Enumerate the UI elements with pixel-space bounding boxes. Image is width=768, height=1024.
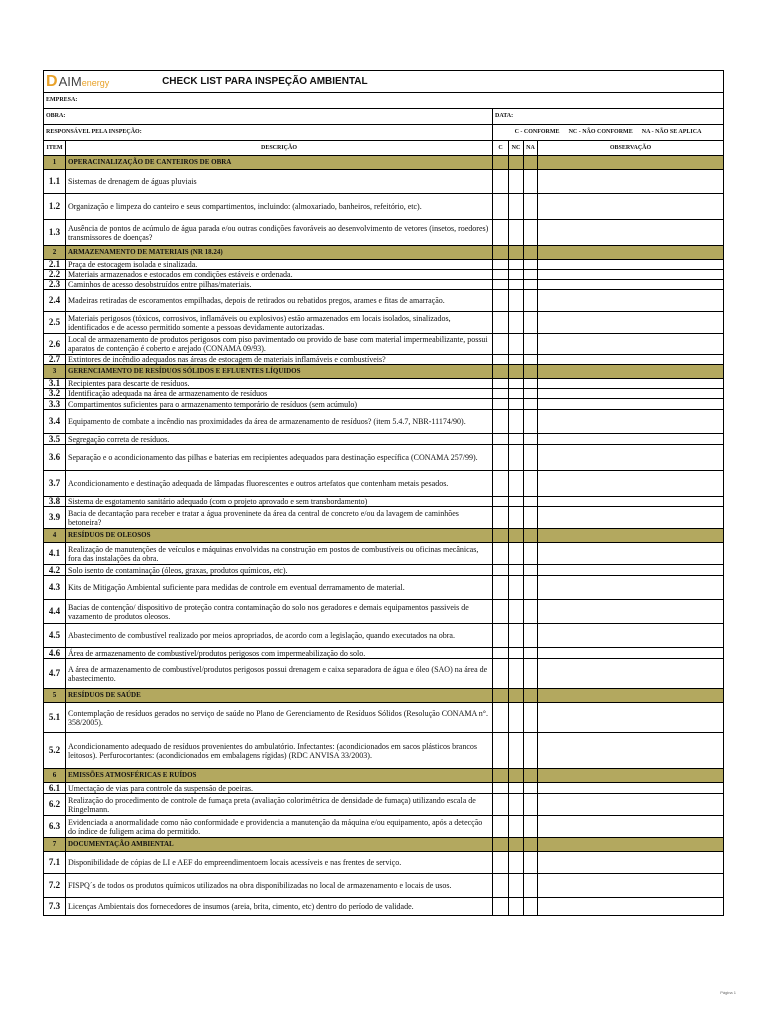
section-row xyxy=(44,246,724,260)
check-na[interactable] xyxy=(524,898,538,916)
item-description: Compartimentos suficientes para o armazenamento temporário de resíduos (sem acúmulo) xyxy=(66,399,493,410)
check-c[interactable] xyxy=(493,260,509,270)
checklist-row xyxy=(44,471,724,497)
col-descricao: DESCRIÇÃO xyxy=(66,141,493,156)
check-nc[interactable] xyxy=(509,600,524,624)
item-description: Abastecimento de combustível realizado por meios apropriados, de acordo com a legislação, quando executados na obra. xyxy=(66,624,493,648)
check-nc[interactable] xyxy=(509,220,524,246)
check-c[interactable] xyxy=(493,624,509,648)
item-number: 2.7 xyxy=(44,355,66,365)
observation-cell[interactable] xyxy=(538,624,724,648)
section-row xyxy=(44,838,724,852)
responsavel-field[interactable]: RESPONSÁVEL PELA INSPEÇÃO: xyxy=(44,125,493,141)
item-number: 4.2 xyxy=(44,565,66,576)
section-number: 2 xyxy=(44,246,66,260)
check-c[interactable] xyxy=(493,648,509,659)
check-nc[interactable] xyxy=(509,733,524,769)
item-description: Umectação de vias para controle da suspensão de poeiras. xyxy=(66,783,493,794)
check-nc[interactable] xyxy=(509,280,524,290)
check-c[interactable] xyxy=(493,565,509,576)
check-nc[interactable] xyxy=(509,260,524,270)
observation-cell[interactable] xyxy=(538,543,724,565)
section-title: EMISSÕES ATMOSFÉRICAS E RUÍDOS xyxy=(66,769,493,783)
checklist-row xyxy=(44,260,724,270)
logo-mark: D xyxy=(46,72,58,90)
item-description: Área de armazenamento de combustível/produtos perigosos com impermeabilização do solo. xyxy=(66,648,493,659)
observation-cell[interactable] xyxy=(538,270,724,280)
legend-na: NA - NÃO SE APLICA xyxy=(641,129,702,135)
item-number: 3.9 xyxy=(44,507,66,529)
item-description: Realização de manutenções de veículos e máquinas envolvidas na construção em postos de combustíveis ou oficinas mecânicas, fora das instalações da obra. xyxy=(66,543,493,565)
check-na[interactable] xyxy=(524,733,538,769)
check-na[interactable] xyxy=(524,260,538,270)
company-logo xyxy=(46,71,109,92)
check-na[interactable] xyxy=(524,703,538,733)
item-number: 2.5 xyxy=(44,312,66,334)
checklist-row xyxy=(44,600,724,624)
item-description: Licenças Ambientais dos fornecedores de insumos (areia, brita, cimento, etc) dentro do período de validade. xyxy=(66,898,493,916)
checklist-row xyxy=(44,794,724,816)
check-c[interactable] xyxy=(493,270,509,280)
check-c[interactable] xyxy=(493,898,509,916)
observation-cell[interactable] xyxy=(538,220,724,246)
observation-cell[interactable] xyxy=(538,389,724,399)
item-number: 3.5 xyxy=(44,434,66,445)
checklist-row xyxy=(44,220,724,246)
section-row xyxy=(44,769,724,783)
empresa-field[interactable]: EMPRESA: xyxy=(44,93,724,109)
check-na[interactable] xyxy=(524,194,538,220)
observation-cell[interactable] xyxy=(538,852,724,874)
observation-cell[interactable] xyxy=(538,898,724,916)
check-nc[interactable] xyxy=(509,334,524,355)
checklist-row xyxy=(44,379,724,389)
check-c[interactable] xyxy=(493,497,509,507)
col-na: NA xyxy=(524,141,538,156)
item-description: Ausência de pontos de acúmulo de água parada e/ou outras condições favoráveis ao desenvolvimento de vetores (insetos, roedores) transmissores de doenças? xyxy=(66,220,493,246)
item-description: Acondicionamento adequado de resíduos provenientes do ambulatório. Infectantes: (acondicionados em sacos plásticos brancos leitosos). Perfurocortantes: (acondicionados em embalagens rígidas) (RDC ANVISA 33/2003). xyxy=(66,733,493,769)
item-description: Acondicionamento e destinação adequada de lâmpadas fluorescentes e outros artefatos que contenham metais pesados. xyxy=(66,471,493,497)
item-number: 4.7 xyxy=(44,659,66,689)
item-description: Equipamento de combate a incêndio nas proximidades da área de armazenamento de resíduos? (item 5.4.7, NBR-11174/90). xyxy=(66,410,493,434)
checklist-row xyxy=(44,170,724,194)
check-nc[interactable] xyxy=(509,576,524,600)
item-number: 2.6 xyxy=(44,334,66,355)
check-nc[interactable] xyxy=(509,659,524,689)
logo-cell xyxy=(44,71,493,93)
section-row xyxy=(44,365,724,379)
checklist-row xyxy=(44,410,724,434)
item-description: Praça de estocagem isolada e sinalizada. xyxy=(66,260,493,270)
logo-aim: AIM xyxy=(58,74,82,89)
check-c[interactable] xyxy=(493,816,509,838)
observation-cell[interactable] xyxy=(538,733,724,769)
item-number: 3.7 xyxy=(44,471,66,497)
check-nc[interactable] xyxy=(509,379,524,389)
check-nc[interactable] xyxy=(509,312,524,334)
item-description: Organização e limpeza do canteiro e seus compartimentos, incluindo: (almoxariado, banheiros, refeitório, etc). xyxy=(66,194,493,220)
check-nc[interactable] xyxy=(509,794,524,816)
item-number: 6.2 xyxy=(44,794,66,816)
check-na[interactable] xyxy=(524,565,538,576)
check-na[interactable] xyxy=(524,389,538,399)
observation-cell[interactable] xyxy=(538,170,724,194)
item-number: 4.1 xyxy=(44,543,66,565)
legend xyxy=(493,125,724,141)
item-description: Madeiras retiradas de escoramentos empilhadas, depois de retirados ou rebatidos pregos, arames e fitas de amarração. xyxy=(66,290,493,312)
data-field[interactable]: DATA: xyxy=(493,109,724,125)
check-nc[interactable] xyxy=(509,471,524,497)
check-na[interactable] xyxy=(524,816,538,838)
check-nc[interactable] xyxy=(509,703,524,733)
check-c[interactable] xyxy=(493,874,509,898)
check-nc[interactable] xyxy=(509,399,524,410)
observation-cell[interactable] xyxy=(538,410,724,434)
check-c[interactable] xyxy=(493,576,509,600)
item-description: Extintores de incêndio adequados nas áreas de estocagem de materiais inflamáveis e combustíveis? xyxy=(66,355,493,365)
checklist-row xyxy=(44,783,724,794)
item-number: 6.3 xyxy=(44,816,66,838)
checklist-row xyxy=(44,898,724,916)
check-nc[interactable] xyxy=(509,389,524,399)
item-description: Realização do procedimento de controle de fumaça preta (avaliação colorimétrica de densidade de fumaça) utilizando escala de Ringelmann. xyxy=(66,794,493,816)
observation-cell[interactable] xyxy=(538,497,724,507)
checklist-table xyxy=(43,70,724,916)
section-title: RESÍDUOS DE OLEOSOS xyxy=(66,529,493,543)
item-number: 7.3 xyxy=(44,898,66,916)
check-na[interactable] xyxy=(524,794,538,816)
check-na[interactable] xyxy=(524,280,538,290)
check-c[interactable] xyxy=(493,659,509,689)
check-nc[interactable] xyxy=(509,852,524,874)
item-number: 5.2 xyxy=(44,733,66,769)
check-c[interactable] xyxy=(493,290,509,312)
item-number: 3.2 xyxy=(44,389,66,399)
check-nc[interactable] xyxy=(509,898,524,916)
section-title: RESÍDUOS DE SAÚDE xyxy=(66,689,493,703)
check-na[interactable] xyxy=(524,355,538,365)
item-description: Disponibilidade de cópias de LI e AEF do empreendimentoem locais acessíveis e nas frentes de serviço. xyxy=(66,852,493,874)
check-na[interactable] xyxy=(524,600,538,624)
observation-cell[interactable] xyxy=(538,874,724,898)
checklist-row xyxy=(44,399,724,410)
item-description: Segregação correta de resíduos. xyxy=(66,434,493,445)
check-nc[interactable] xyxy=(509,170,524,194)
check-nc[interactable] xyxy=(509,270,524,280)
observation-cell[interactable] xyxy=(538,334,724,355)
check-nc[interactable] xyxy=(509,507,524,529)
checklist-row xyxy=(44,290,724,312)
checklist-row xyxy=(44,703,724,733)
check-na[interactable] xyxy=(524,507,538,529)
check-na[interactable] xyxy=(524,399,538,410)
checklist-row xyxy=(44,874,724,898)
section-title: OPERACINALIZAÇÃO DE CANTEIROS DE OBRA xyxy=(66,156,493,170)
check-c[interactable] xyxy=(493,794,509,816)
section-title: ARMAZENAMENTO DE MATERIAIS (NR 18.24) xyxy=(66,246,493,260)
check-c[interactable] xyxy=(493,471,509,497)
item-description: Contemplação de resíduos gerados no serviço de saúde no Plano de Gerenciamento de Resíduos Sólidos (Resolução CONAMA n°. 358/2005). xyxy=(66,703,493,733)
check-c[interactable] xyxy=(493,194,509,220)
checklist-row xyxy=(44,280,724,290)
col-c: C xyxy=(493,141,509,156)
check-c[interactable] xyxy=(493,312,509,334)
checklist-row xyxy=(44,624,724,648)
section-number: 3 xyxy=(44,365,66,379)
observation-cell[interactable] xyxy=(538,783,724,794)
item-description: Materiais perigosos (tóxicos, corrosivos, inflamáveis ou explosivos) estão armazenados em locais isolados, sinalizados, identificados e de acesso permitido somente a pessoas devidamente autorizadas. xyxy=(66,312,493,334)
section-title: GERENCIAMENTO DE RESÍDUOS SÓLIDOS E EFLUENTES LÍQUIDOS xyxy=(66,365,493,379)
check-c[interactable] xyxy=(493,220,509,246)
check-nc[interactable] xyxy=(509,410,524,434)
checklist-row xyxy=(44,659,724,689)
col-nc: NC xyxy=(509,141,524,156)
checklist-row xyxy=(44,194,724,220)
observation-cell[interactable] xyxy=(538,659,724,689)
check-na[interactable] xyxy=(524,410,538,434)
check-nc[interactable] xyxy=(509,434,524,445)
item-description: Solo isento de contaminação (óleos, graxas, produtos químicos, etc). xyxy=(66,565,493,576)
col-item: ITEM xyxy=(44,141,66,156)
page-footer: Página 1 xyxy=(720,990,736,995)
item-number: 2.1 xyxy=(44,260,66,270)
item-number: 3.8 xyxy=(44,497,66,507)
checklist-sheet xyxy=(43,70,723,916)
item-description: A área de armazenamento de combustível/produtos perigosos possui drenagem e caixa separadora de água e óleo (SAO) na área de abastecimento. xyxy=(66,659,493,689)
check-na[interactable] xyxy=(524,874,538,898)
check-na[interactable] xyxy=(524,471,538,497)
check-c[interactable] xyxy=(493,600,509,624)
item-number: 4.5 xyxy=(44,624,66,648)
item-number: 2.2 xyxy=(44,270,66,280)
checklist-row xyxy=(44,497,724,507)
check-c[interactable] xyxy=(493,852,509,874)
check-nc[interactable] xyxy=(509,565,524,576)
item-description: Caminhos de acesso desobstruídos entre pilhas/materiais. xyxy=(66,280,493,290)
checklist-row xyxy=(44,507,724,529)
check-na[interactable] xyxy=(524,170,538,194)
observation-cell[interactable] xyxy=(538,794,724,816)
observation-cell[interactable] xyxy=(538,399,724,410)
check-c[interactable] xyxy=(493,379,509,389)
item-number: 7.1 xyxy=(44,852,66,874)
check-nc[interactable] xyxy=(509,816,524,838)
observation-cell[interactable] xyxy=(538,312,724,334)
observation-cell[interactable] xyxy=(538,565,724,576)
check-na[interactable] xyxy=(524,648,538,659)
observation-cell[interactable] xyxy=(538,471,724,497)
item-description: Identificação adequada na área de armazenamento de resíduos xyxy=(66,389,493,399)
checklist-row xyxy=(44,312,724,334)
check-na[interactable] xyxy=(524,434,538,445)
item-description: Materiais armazenados e estocados em condições estáveis e ordenada. xyxy=(66,270,493,280)
check-na[interactable] xyxy=(524,624,538,648)
checklist-row xyxy=(44,648,724,659)
item-number: 1.3 xyxy=(44,220,66,246)
check-na[interactable] xyxy=(524,270,538,280)
observation-cell[interactable] xyxy=(538,280,724,290)
item-description: Evidenciada a anormalidade como não conformidade e providencia a manutenção da máquina e/ou equipamento, após a detecção do índice de fuligem acima do permitido. xyxy=(66,816,493,838)
observation-cell[interactable] xyxy=(538,576,724,600)
legend-c: C - CONFORME xyxy=(514,129,560,135)
check-nc[interactable] xyxy=(509,355,524,365)
check-na[interactable] xyxy=(524,220,538,246)
observation-cell[interactable] xyxy=(538,445,724,471)
item-description: FISPQ´s de todos os produtos químicos utilizados na obra disponibilizadas no local de armazenamento e locais de usos. xyxy=(66,874,493,898)
check-c[interactable] xyxy=(493,507,509,529)
check-nc[interactable] xyxy=(509,290,524,312)
check-c[interactable] xyxy=(493,445,509,471)
item-description: Bacia de decantação para receber e tratar a água proveninete da área da central de concreto e/ou da lavagem de caminhões betoneira? xyxy=(66,507,493,529)
item-description: Bacias de contenção/ dispositivo de proteção contra contaminação do solo nos geradores e demais equipamentos passiveis de vazamento de produtos oleosos. xyxy=(66,600,493,624)
checklist-row xyxy=(44,543,724,565)
check-na[interactable] xyxy=(524,290,538,312)
section-title: DOCUMENTAÇÃO AMBIENTAL xyxy=(66,838,493,852)
observation-cell[interactable] xyxy=(538,703,724,733)
check-c[interactable] xyxy=(493,783,509,794)
check-c[interactable] xyxy=(493,280,509,290)
check-nc[interactable] xyxy=(509,648,524,659)
check-na[interactable] xyxy=(524,334,538,355)
item-number: 7.2 xyxy=(44,874,66,898)
check-c[interactable] xyxy=(493,434,509,445)
item-description: Sistema de esgotamento sanitário adequado (com o projeto aprovado e sem transbordamento) xyxy=(66,497,493,507)
observation-cell[interactable] xyxy=(538,194,724,220)
check-c[interactable] xyxy=(493,334,509,355)
observation-cell[interactable] xyxy=(538,816,724,838)
observation-cell[interactable] xyxy=(538,648,724,659)
section-number: 1 xyxy=(44,156,66,170)
check-na[interactable] xyxy=(524,852,538,874)
check-nc[interactable] xyxy=(509,783,524,794)
observation-cell[interactable] xyxy=(538,600,724,624)
check-na[interactable] xyxy=(524,659,538,689)
page-title: CHECK LIST PARA INSPEÇÃO AMBIENTAL xyxy=(162,76,368,87)
check-na[interactable] xyxy=(524,576,538,600)
checklist-row xyxy=(44,434,724,445)
check-c[interactable] xyxy=(493,389,509,399)
item-number: 2.3 xyxy=(44,280,66,290)
item-number: 2.4 xyxy=(44,290,66,312)
checklist-row xyxy=(44,565,724,576)
item-number: 4.4 xyxy=(44,600,66,624)
item-number: 5.1 xyxy=(44,703,66,733)
item-number: 3.1 xyxy=(44,379,66,389)
observation-cell[interactable] xyxy=(538,260,724,270)
item-description: Recipientes para descarte de resíduos. xyxy=(66,379,493,389)
item-description: Separação e o acondicionamento das pilhas e baterias em recipientes adequados para destinação específica (CONAMA 257/99). xyxy=(66,445,493,471)
observation-cell[interactable] xyxy=(538,379,724,389)
check-na[interactable] xyxy=(524,312,538,334)
checklist-row xyxy=(44,576,724,600)
check-c[interactable] xyxy=(493,543,509,565)
check-nc[interactable] xyxy=(509,543,524,565)
check-nc[interactable] xyxy=(509,874,524,898)
check-c[interactable] xyxy=(493,733,509,769)
observation-cell[interactable] xyxy=(538,290,724,312)
checklist-row xyxy=(44,733,724,769)
checklist-row xyxy=(44,334,724,355)
item-description: Kits de Mitigação Ambiental suficiente para medidas de controle em eventual derramamento de material. xyxy=(66,576,493,600)
section-row xyxy=(44,156,724,170)
check-c[interactable] xyxy=(493,410,509,434)
observation-cell[interactable] xyxy=(538,355,724,365)
check-c[interactable] xyxy=(493,703,509,733)
check-na[interactable] xyxy=(524,497,538,507)
col-observacao: OBSERVAÇÃO xyxy=(538,141,724,156)
item-number: 4.3 xyxy=(44,576,66,600)
item-number: 6.1 xyxy=(44,783,66,794)
check-na[interactable] xyxy=(524,543,538,565)
checklist-row xyxy=(44,270,724,280)
section-row xyxy=(44,689,724,703)
section-number: 4 xyxy=(44,529,66,543)
check-na[interactable] xyxy=(524,783,538,794)
obra-field[interactable]: OBRA: xyxy=(44,109,493,125)
logo-energy: energy xyxy=(81,78,110,88)
check-c[interactable] xyxy=(493,399,509,410)
section-number: 6 xyxy=(44,769,66,783)
section-row xyxy=(44,529,724,543)
item-number: 3.3 xyxy=(44,399,66,410)
checklist-row xyxy=(44,355,724,365)
check-nc[interactable] xyxy=(509,624,524,648)
item-number: 4.6 xyxy=(44,648,66,659)
item-description: Local de armazenamento de produtos perigosos com piso pavimentado ou provido de base com material impermeabilizante, possui aparatos de contenção é coberto e arejado (CONAMA 09/93). xyxy=(66,334,493,355)
legend-nc: NC - NÃO CONFORME xyxy=(568,129,633,135)
item-description: Sistemas de drenagem de águas pluviais xyxy=(66,170,493,194)
checklist-row xyxy=(44,852,724,874)
item-number: 1.2 xyxy=(44,194,66,220)
checklist-row xyxy=(44,445,724,471)
check-nc[interactable] xyxy=(509,194,524,220)
observation-cell[interactable] xyxy=(538,507,724,529)
item-number: 1.1 xyxy=(44,170,66,194)
check-na[interactable] xyxy=(524,379,538,389)
item-number: 3.6 xyxy=(44,445,66,471)
check-c[interactable] xyxy=(493,170,509,194)
section-number: 7 xyxy=(44,838,66,852)
check-na[interactable] xyxy=(524,445,538,471)
checklist-row xyxy=(44,816,724,838)
check-c[interactable] xyxy=(493,355,509,365)
section-number: 5 xyxy=(44,689,66,703)
check-nc[interactable] xyxy=(509,445,524,471)
check-nc[interactable] xyxy=(509,497,524,507)
item-number: 3.4 xyxy=(44,410,66,434)
checklist-row xyxy=(44,389,724,399)
observation-cell[interactable] xyxy=(538,434,724,445)
